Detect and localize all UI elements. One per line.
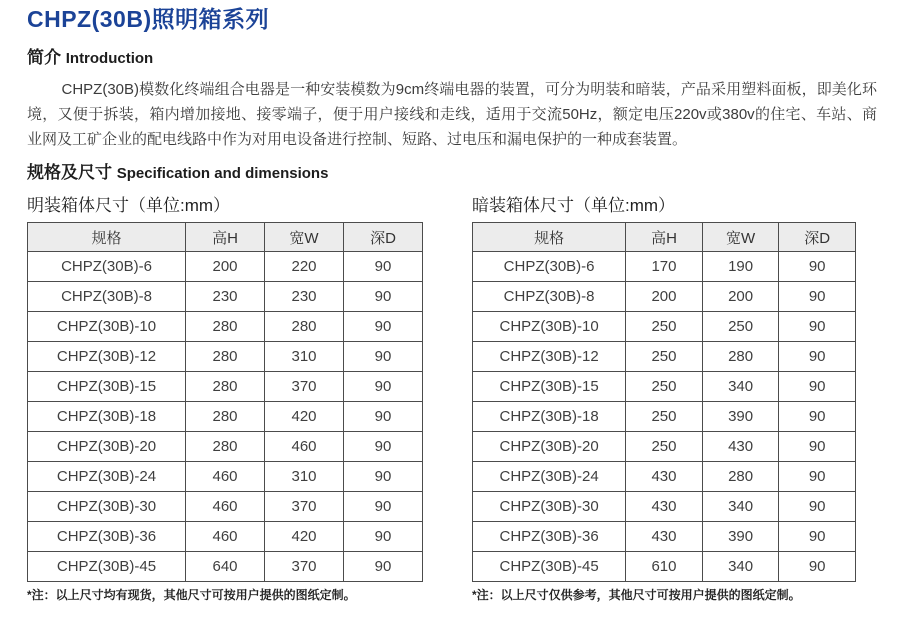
dimension-cell: 170 (626, 252, 703, 282)
surface-mounted-table-note: *注：以上尺寸均有现货，其他尺寸可按用户提供的图纸定制。 (27, 588, 356, 602)
column-header-depth: 深D (344, 223, 423, 252)
table-row (28, 552, 423, 582)
table-header-row (473, 223, 856, 252)
flush-mounted-section (472, 195, 856, 603)
dimension-cell: 90 (344, 342, 423, 372)
column-header-width: 宽W (702, 223, 779, 252)
flush-mounted-table-note: *注：以上尺寸仅供参考，其他尺寸可按用户提供的图纸定制。 (472, 588, 801, 602)
dimension-cell: 420 (265, 522, 344, 552)
intro-paragraph: CHPZ(30B)模数化终端组合电器是一种安装模数为9cm终端电器的装置，可分为明装和暗装，产品采用塑料面板，即美化环境，又便于拆装，箱内增加接地、接零端子，便于用户接线和走线，适用于交流50Hz，额定电压220v或380v的住宅、车站、商业网及工矿企业的配电线路中作为对用电设备进行控制、短路、过电压和漏电保护的一种成套装置。 (27, 81, 877, 148)
dimension-cell: 280 (702, 462, 779, 492)
dimension-cell: 460 (265, 432, 344, 462)
dimension-cell: 200 (186, 252, 265, 282)
dimension-cell: 90 (344, 402, 423, 432)
dimension-cell: 280 (265, 312, 344, 342)
table-row (473, 462, 856, 492)
dimension-cell: 430 (626, 492, 703, 522)
spec-cell: CHPZ(30B)-10 (28, 312, 186, 342)
dimension-cell: 340 (702, 492, 779, 522)
table-row (473, 312, 856, 342)
table-row (28, 282, 423, 312)
dimension-cell: 610 (626, 552, 703, 582)
dimension-cell: 90 (779, 342, 856, 372)
flush-mounted-table-body (473, 252, 856, 582)
dimension-cell: 90 (344, 492, 423, 522)
table-row (473, 282, 856, 312)
dimension-cell: 370 (265, 552, 344, 582)
table-row (473, 522, 856, 552)
dimension-cell: 230 (186, 282, 265, 312)
intro-heading-zh: 简介 (27, 48, 61, 67)
dimension-cell: 200 (702, 282, 779, 312)
spec-cell: CHPZ(30B)-12 (28, 342, 186, 372)
surface-mounted-table-title: 明装箱体尺寸（单位:mm） (27, 196, 231, 215)
spec-cell: CHPZ(30B)-20 (473, 432, 626, 462)
table-row (473, 372, 856, 402)
intro-heading-en: Introduction (65, 50, 154, 67)
table-row (28, 432, 423, 462)
spec-heading (27, 163, 877, 184)
table-row (473, 402, 856, 432)
spec-cell: CHPZ(30B)-15 (473, 372, 626, 402)
spec-cell: CHPZ(30B)-18 (28, 402, 186, 432)
dimension-cell: 250 (626, 342, 703, 372)
flush-mounted-table-title: 暗装箱体尺寸（单位:mm） (472, 196, 676, 215)
dimension-cell: 90 (779, 252, 856, 282)
table-row (28, 252, 423, 282)
spec-cell: CHPZ(30B)-36 (473, 522, 626, 552)
spec-cell: CHPZ(30B)-36 (28, 522, 186, 552)
spec-cell: CHPZ(30B)-18 (473, 402, 626, 432)
spec-cell: CHPZ(30B)-12 (473, 342, 626, 372)
table-row (473, 492, 856, 522)
table-row (28, 462, 423, 492)
dimension-cell: 220 (265, 252, 344, 282)
dimension-cell: 90 (779, 462, 856, 492)
spec-cell: CHPZ(30B)-6 (473, 252, 626, 282)
dimension-cell: 90 (344, 282, 423, 312)
dimension-cell: 460 (186, 492, 265, 522)
dimension-cell: 250 (626, 402, 703, 432)
intro-heading (27, 48, 877, 69)
dimension-cell: 250 (626, 312, 703, 342)
spec-cell: CHPZ(30B)-45 (473, 552, 626, 582)
dimension-cell: 370 (265, 492, 344, 522)
table-row (28, 372, 423, 402)
dimension-cell: 90 (344, 432, 423, 462)
page-title: CHPZ(30B)照明箱系列 (27, 6, 270, 32)
table-row (28, 312, 423, 342)
spec-cell: CHPZ(30B)-30 (473, 492, 626, 522)
dimension-cell: 90 (779, 522, 856, 552)
dimension-cell: 90 (779, 372, 856, 402)
dimension-cell: 250 (626, 432, 703, 462)
column-header-width: 宽W (265, 223, 344, 252)
dimension-cell: 90 (344, 462, 423, 492)
table-row (473, 432, 856, 462)
dimension-cell: 390 (702, 402, 779, 432)
dimension-cell: 420 (265, 402, 344, 432)
table-row (28, 492, 423, 522)
dimension-cell: 90 (779, 552, 856, 582)
spec-cell: CHPZ(30B)-6 (28, 252, 186, 282)
dimension-cell: 200 (626, 282, 703, 312)
dimension-cell: 250 (702, 312, 779, 342)
table-row (473, 342, 856, 372)
spec-cell: CHPZ(30B)-45 (28, 552, 186, 582)
surface-mounted-table (27, 222, 423, 582)
column-header-height: 高H (626, 223, 703, 252)
dimension-cell: 90 (344, 552, 423, 582)
surface-mounted-table-body (28, 252, 423, 582)
surface-mounted-section (27, 195, 423, 603)
spec-cell: CHPZ(30B)-8 (473, 282, 626, 312)
dimension-cell: 280 (186, 432, 265, 462)
spec-cell: CHPZ(30B)-10 (473, 312, 626, 342)
dimension-cell: 280 (702, 342, 779, 372)
spec-cell: CHPZ(30B)-15 (28, 372, 186, 402)
table-row (473, 252, 856, 282)
dimension-cell: 430 (626, 522, 703, 552)
dimension-cell: 340 (702, 372, 779, 402)
spec-cell: CHPZ(30B)-8 (28, 282, 186, 312)
spec-cell: CHPZ(30B)-30 (28, 492, 186, 522)
column-header-height: 高H (186, 223, 265, 252)
dimension-cell: 90 (344, 372, 423, 402)
dimension-cell: 460 (186, 462, 265, 492)
dimension-cell: 430 (626, 462, 703, 492)
dimension-cell: 90 (779, 312, 856, 342)
dimension-cell: 90 (779, 282, 856, 312)
flush-mounted-table (472, 222, 856, 582)
dimension-cell: 310 (265, 342, 344, 372)
column-header-spec: 规格 (473, 223, 626, 252)
spec-cell: CHPZ(30B)-24 (28, 462, 186, 492)
dimension-cell: 230 (265, 282, 344, 312)
dimension-cell: 640 (186, 552, 265, 582)
dimension-cell: 90 (779, 402, 856, 432)
dimension-cell: 90 (779, 432, 856, 462)
dimension-cell: 460 (186, 522, 265, 552)
spec-heading-zh: 规格及尺寸 (27, 163, 112, 182)
dimension-cell: 90 (344, 522, 423, 552)
dimension-cell: 280 (186, 372, 265, 402)
dimension-cell: 90 (344, 312, 423, 342)
dimension-cell: 280 (186, 342, 265, 372)
dimension-cell: 190 (702, 252, 779, 282)
dimension-cell: 310 (265, 462, 344, 492)
spec-cell: CHPZ(30B)-24 (473, 462, 626, 492)
table-row (473, 552, 856, 582)
spec-cell: CHPZ(30B)-20 (28, 432, 186, 462)
dimension-tables (27, 195, 877, 603)
table-row (28, 522, 423, 552)
column-header-depth: 深D (779, 223, 856, 252)
spec-heading-en: Specification and dimensions (116, 165, 329, 182)
table-header-row (28, 223, 423, 252)
dimension-cell: 370 (265, 372, 344, 402)
dimension-cell: 90 (779, 492, 856, 522)
table-row (28, 342, 423, 372)
dimension-cell: 390 (702, 522, 779, 552)
dimension-cell: 430 (702, 432, 779, 462)
dimension-cell: 340 (702, 552, 779, 582)
column-header-spec: 规格 (28, 223, 186, 252)
dimension-cell: 280 (186, 312, 265, 342)
dimension-cell: 90 (344, 252, 423, 282)
table-row (28, 402, 423, 432)
dimension-cell: 280 (186, 402, 265, 432)
dimension-cell: 250 (626, 372, 703, 402)
